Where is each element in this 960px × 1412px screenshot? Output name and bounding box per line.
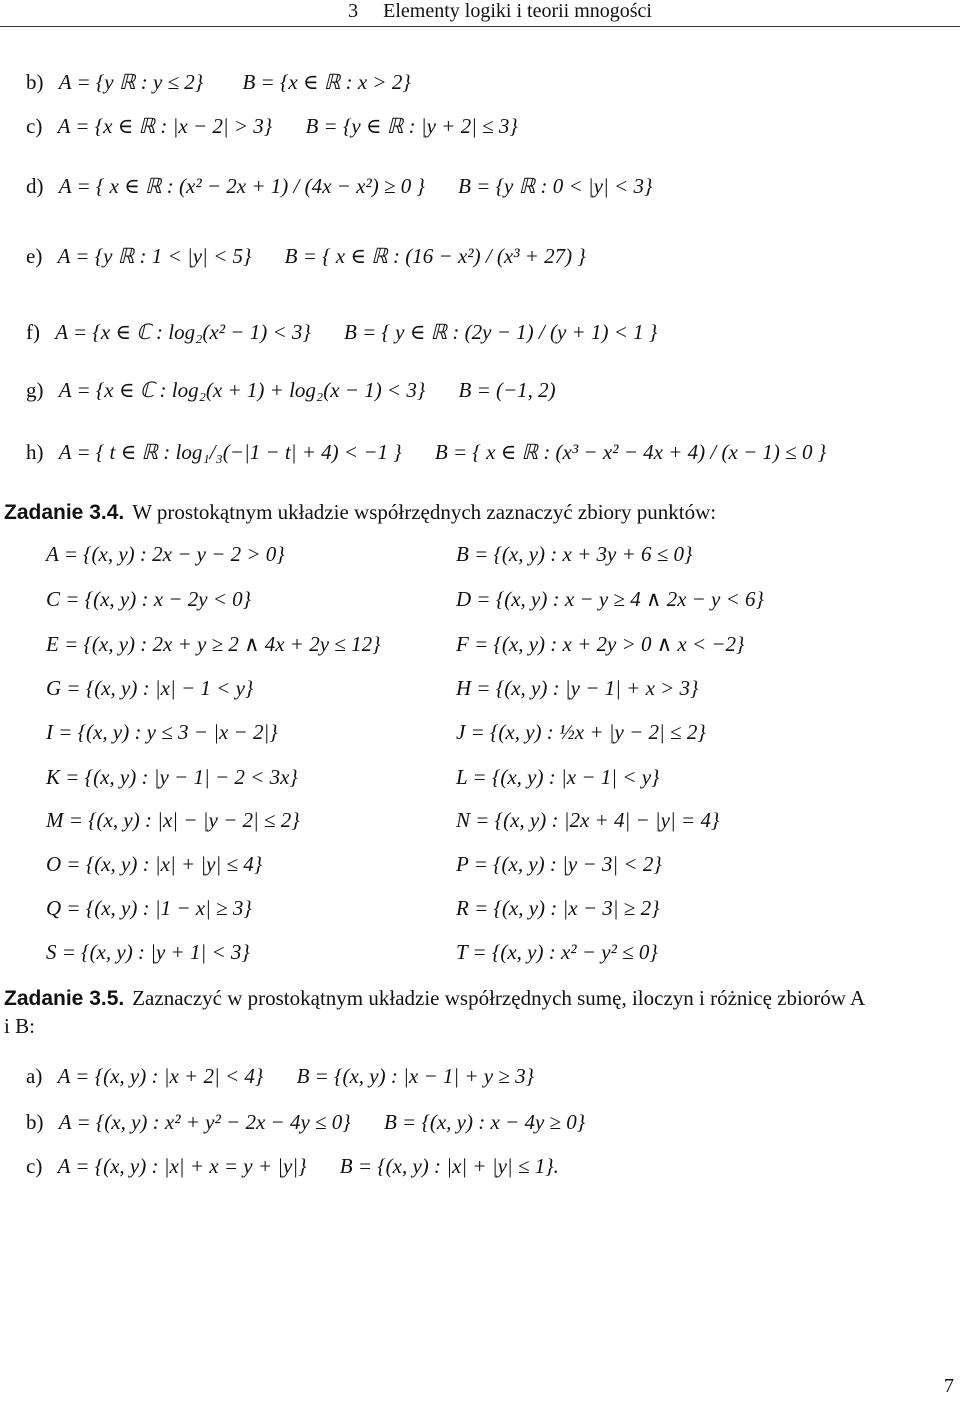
set-definition: E = {(x, y) : 2x + y ≥ 2 ∧ 4x + 2y ≤ 12} [46,632,381,656]
set-definition: G = {(x, y) : |x| − 1 < y} [46,676,254,700]
set-definition: P = {(x, y) : |y − 3| < 2} [456,852,662,876]
set-definition: F = {(x, y) : x + 2y > 0 ∧ x < −2} [456,632,745,656]
set-definition: O = {(x, y) : |x| + |y| ≤ 4} [46,852,263,876]
task-3-5-title: Zadanie 3.5. [4,987,125,1010]
set-definition: N = {(x, y) : |2x + 4| − |y| = 4} [456,808,720,832]
set-definition: D = {(x, y) : x − y ≥ 4 ∧ 2x − y < 6} [456,587,764,611]
set-definition: R = {(x, y) : |x − 3| ≥ 2} [456,896,660,920]
running-head [348,0,652,23]
task-3-5-heading [4,986,865,1011]
list-item: c) A = {(x, y) : |x| + x = y + |y|} B = {(x, y) : |x| + |y| ≤ 1}. [26,1154,559,1178]
set-definition: B = {(x, y) : x + 3y + 6 ≤ 0} [456,542,693,566]
list-item: a) A = {(x, y) : |x + 2| < 4} B = {(x, y) : |x − 1| + y ≥ 3} [26,1064,535,1088]
set-definition: J = {(x, y) : ½x + |y − 2| ≤ 2} [456,720,706,744]
task-3-4-heading [4,500,716,525]
list-item: d) A = { x ∈ ℝ : (x² − 2x + 1) / (4x − x²) ≥ 0 } B = {y ℝ : 0 < |y| < 3} [26,174,653,198]
set-definition: T = {(x, y) : x² − y² ≤ 0} [456,940,658,964]
set-definition: Q = {(x, y) : |1 − x| ≥ 3} [46,896,252,920]
set-definition: M = {(x, y) : |x| − |y − 2| ≤ 2} [46,808,300,832]
list-item: b) A = {(x, y) : x² + y² − 2x − 4y ≤ 0} B = {(x, y) : x − 4y ≥ 0} [26,1110,586,1134]
set-definition: K = {(x, y) : |y − 1| − 2 < 3x} [46,765,298,789]
set-definition: L = {(x, y) : |x − 1| < y} [456,765,660,789]
list-item: e) A = {y ℝ : 1 < |y| < 5} B = { x ∈ ℝ : (16 − x²) / (x³ + 27) } [26,244,586,268]
list-item: g) A = {x ∈ ℂ : log₂(x + 1) + log₂(x − 1) < 3} B = (−1, 2) [26,378,556,402]
list-item: c) A = {x ∈ ℝ : |x − 2| > 3} B = {y ∈ ℝ : |y + 2| ≤ 3} [26,114,518,138]
task-3-5-text: Zaznaczyć w prostokątnym układzie współrzędnych sumę, iloczyn i różnicę zbiorów A [132,986,866,1010]
set-definition: C = {(x, y) : x − 2y < 0} [46,587,252,611]
task-3-4-text: W prostokątnym układzie współrzędnych zaznaczyć zbiory punktów: [132,500,717,524]
list-item: h) A = { t ∈ ℝ : log₁/₃(−|1 − t| + 4) < −1 } B = { x ∈ ℝ : (x³ − x² − 4x + 4) / (x − 1) ≤ 0 } [26,440,827,464]
set-definition: I = {(x, y) : y ≤ 3 − |x − 2|} [46,720,278,744]
page-number: 7 [944,1375,954,1397]
chapter-title: Elementy logiki i teorii mnogości [383,0,652,22]
page-header [0,0,960,27]
list-item: b) A = {y ℝ : y ≤ 2} B = {x ∈ ℝ : x > 2} [26,70,411,94]
set-definition: S = {(x, y) : |y + 1| < 3} [46,940,250,964]
task-3-4-title: Zadanie 3.4. [4,501,125,524]
list-item: f) A = {x ∈ ℂ : log₂(x² − 1) < 3} B = { y ∈ ℝ : (2y − 1) / (y + 1) < 1 } [26,320,658,344]
set-definition: H = {(x, y) : |y − 1| + x > 3} [456,676,699,700]
task-3-5-text-cont: i B: [4,1014,35,1038]
chapter-number: 3 [348,0,359,22]
set-definition: A = {(x, y) : 2x − y − 2 > 0} [46,542,285,566]
